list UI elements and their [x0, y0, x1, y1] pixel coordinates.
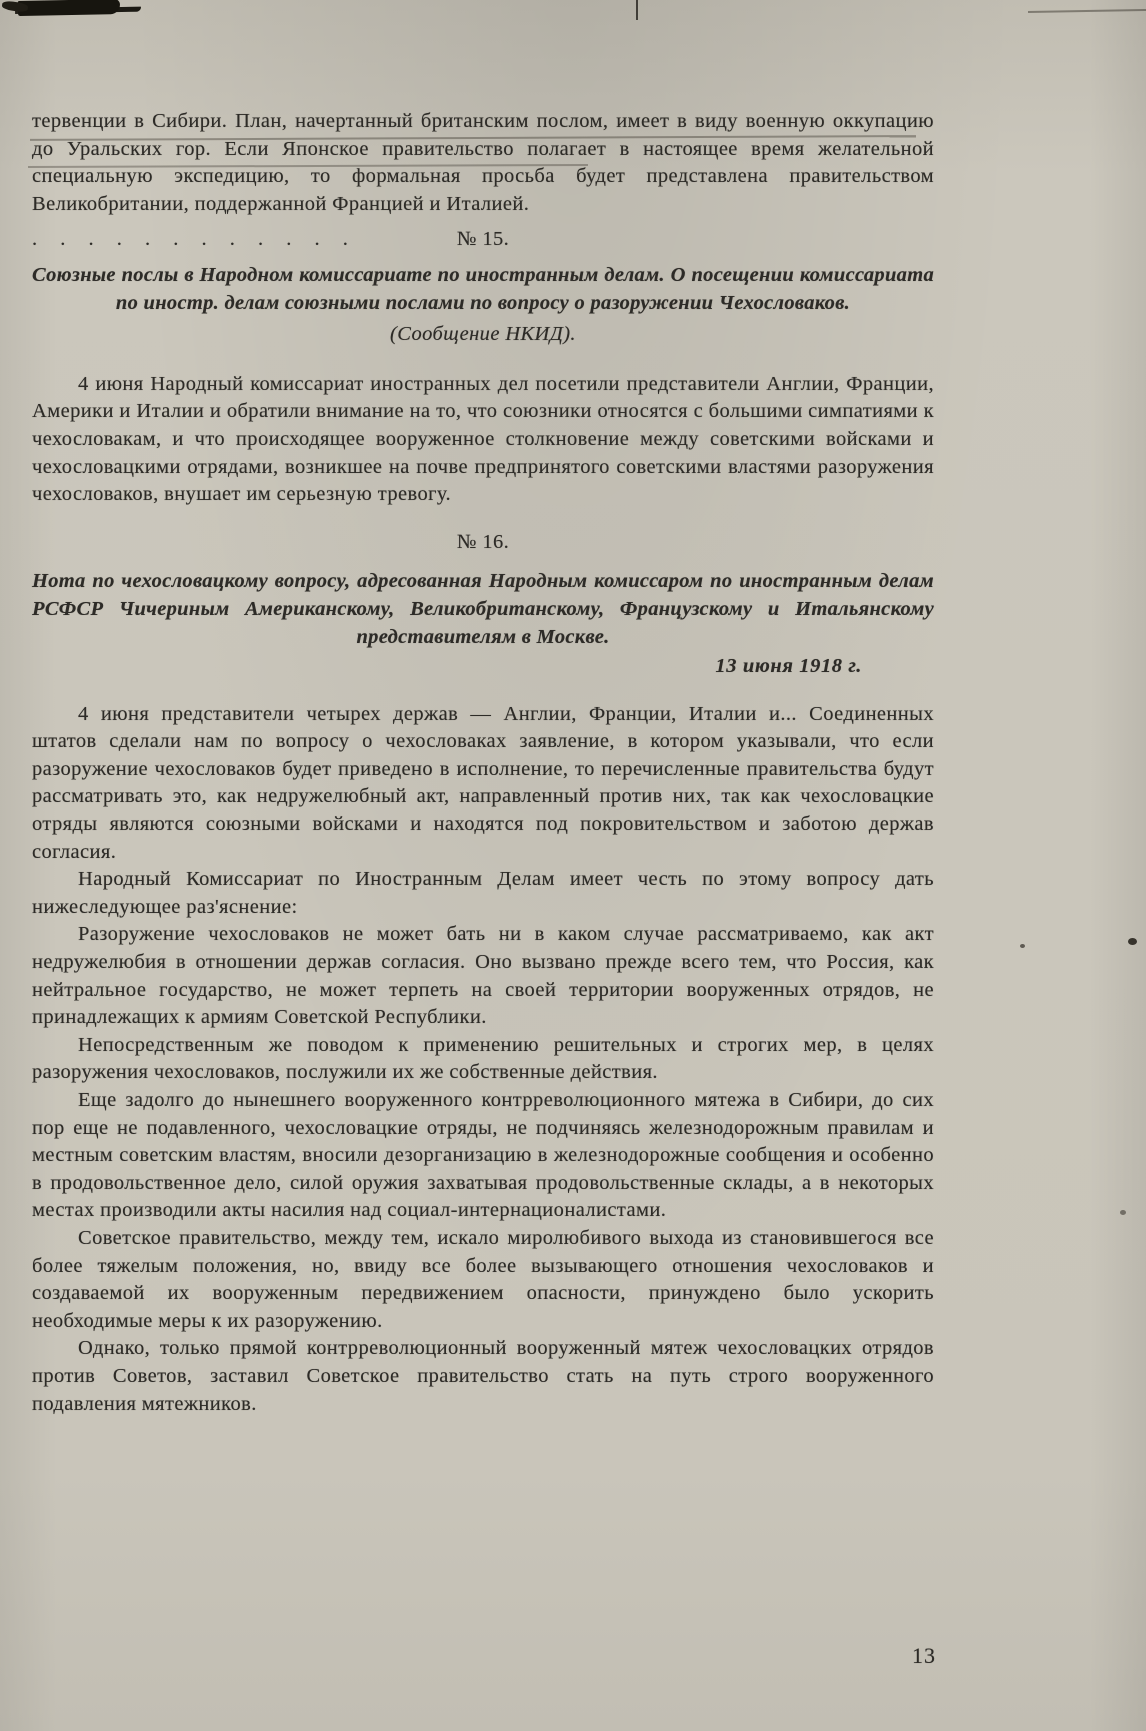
scan-speck-2	[1020, 944, 1025, 948]
section-15-number-row	[32, 226, 934, 254]
section-15-source-line: (Сообщение НКИД).	[390, 323, 576, 346]
section-15-body: 4 июня Народный комиссариат иностранных дел посетили представители Англии, Франции, Америки и Италии и обратили внимание на то, что союзники относятся с большими симпатиями к чехословакам, и что происходящее вооруженное столкновение между советскими войсками и чехословацкими отрядами, возникшее на почве предпринятого советскими властями разоружения чехословаков, внушает им серьезную тревогу.	[32, 372, 934, 506]
ellipsis-dots: . . . . . . . . . . . .	[32, 228, 357, 251]
section-16-date: 13 июня 1918 г.	[715, 655, 862, 678]
section-16-paragraph-3: Разоружение чехословаков не может бать ни в каком случае рассматриваемо, как акт недружелюбия в отношении держав согласия. Оно вызвано прежде всего тем, что Россия, как нейтральное государство, не может терпеть на своей территории вооруженных отрядов, не принадлежащих к армиям Советской Республики.	[32, 923, 934, 1029]
section-16-paragraph-7: Однако, только прямой контрреволюционный вооруженный мятеж чехословацких отрядов против Советов, заставил Советское правительство стать на путь строго вооруженного подавления мятежников.	[32, 1337, 934, 1415]
section-16-paragraph-4: Непосредственным же поводом к применению решительных и строгих мер, в целях разоружения чехословаков, послужили их же собственные действия.	[32, 1033, 934, 1084]
section-16-number: № 16.	[456, 530, 510, 553]
section-16-paragraph-2: Народный Комиссариат по Иностранным Делам имеет честь по этому вопросу дать нижеследующее раз'яснение:	[32, 868, 934, 918]
section-16-heading: Нота по чехословацкому вопросу, адресованная Народным комиссаром по иностранным делам РСФСР Чичериным Американскому, Великобританскому, Французскому и Итальянскому представителям в Москве.	[32, 570, 934, 648]
page-content	[32, 108, 934, 1418]
scan-speck-3	[1120, 1210, 1126, 1215]
section-15-number: № 15.	[456, 228, 510, 251]
scan-speck-1	[1128, 938, 1137, 945]
section-16-paragraph-1: 4 июня представители четырех держав — Англии, Франции, Италии и... Соединенных штатов сделали нам по вопросу о чехословаках заявление, в котором указывали, что если разоружение чехословаков будет приведено в исполнение, то перечисленные правительства будут рассматривать это, как недружелюбный акт, направленный против них, так как чехословацкие отряды являются союзными войсками и находятся под покровительством и заботою держав согласия.	[32, 702, 934, 863]
scan-artifact-top-center	[636, 0, 638, 20]
scan-artifact-top-right	[1028, 9, 1146, 13]
scan-artifact-top-left	[18, 0, 120, 16]
page-number: 13	[912, 1643, 936, 1668]
section-16-paragraph-5: Еще задолго до нынешнего вооруженного контрреволюционного мятежа в Сибири, до сих пор еще не подавленного, чехословацкие отряды, не подчиняясь железнодорожным правилам и местным советским властям, вносили дезорганизацию в железнодорожные сообщения и особенно в продовольственное дело, силой оружия захватывая продовольственные склады, а в некоторых местах производили акты насилия над социал-интернационалистами.	[32, 1089, 934, 1222]
section-15-heading: Союзные послы в Народном комиссариате по иностранным делам. О посещении комиссариата по иностр. делам союзными послами по вопросу о разоружении Чехословаков.	[32, 263, 934, 314]
continuation-paragraph: тервенции в Сибири. План, начертанный британским послом, имеет в виду военную оккупацию до Уральских гор. Если Японское правительство полагает в настоящее время желательной специальную экспедицию, то формальная просьба будет представлена правительством Великобритании, поддержанной Францией и Италией.	[32, 110, 934, 215]
section-16-paragraph-6: Советское правительство, между тем, искало миролюбивого выхода из становившегося все более тяжелым положения, но, ввиду все более вызывающего отношения чехословаков и создаваемой их вооруженным передвижением опасности, принуждено было ускорить необходимые меры к их разоружению.	[32, 1226, 934, 1332]
